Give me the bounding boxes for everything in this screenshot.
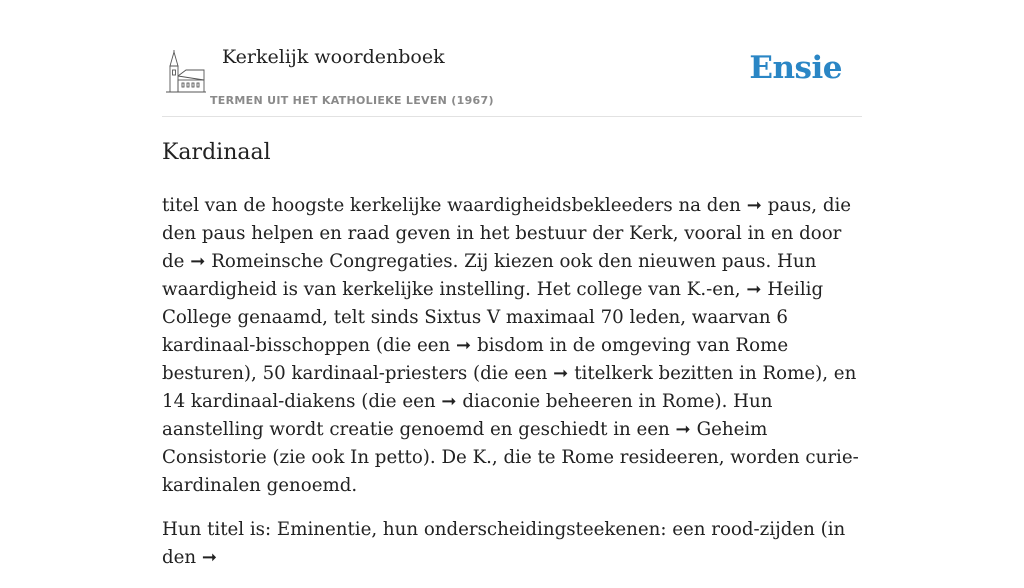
xref-label: Geheim Consistorie [162, 419, 768, 468]
entry-text: bezitten in Rome), en 14 kardinaal-diakens (die een [162, 363, 857, 412]
xref-link-bisdom[interactable] [456, 335, 544, 356]
xref-label: diaconie [462, 391, 541, 412]
book-subtitle: TERMEN UIT HET KATHOLIEKE LEVEN (1967) [210, 94, 494, 107]
church-icon[interactable] [166, 50, 206, 94]
entry-headword: Kardinaal [162, 140, 271, 165]
arrow-right-icon: ➞ [441, 391, 457, 412]
book-title[interactable]: Kerkelijk woordenboek [222, 46, 445, 68]
xref-label: Romeinsche Congregaties [211, 251, 453, 272]
xref-label: bisdom [477, 335, 544, 356]
arrow-right-icon: ➞ [675, 419, 691, 440]
ensie-logo-link[interactable]: Ensie [749, 50, 842, 86]
entry-text: Hun titel is: Eminentie, hun onderscheidingsteekenen: een rood-zijden (in den [162, 519, 846, 568]
arrow-right-icon: ➞ [746, 279, 762, 300]
xref-label: paus [767, 195, 812, 216]
xref-link[interactable] [202, 547, 217, 568]
xref-link-diaconie[interactable] [441, 391, 540, 412]
xref-link-titelkerk[interactable] [553, 363, 653, 384]
arrow-right-icon: ➞ [553, 363, 569, 384]
entry-text: (zie ook In petto). De K., die te Rome resideeren, worden curie-kardinalen genoemd. [162, 447, 859, 496]
entry-text: beheeren in Rome). Hun aanstelling wordt creatie genoemd en geschiedt in een [162, 391, 773, 440]
arrow-right-icon: ➞ [456, 335, 472, 356]
entry-text: in de omgeving van Rome besturen), 50 kardinaal-priesters (die een [162, 335, 789, 384]
entry-text: genaamd, telt sinds Sixtus V maximaal 70 leden, waarvan 6 kardinaal-bisschoppen (die een [162, 307, 788, 356]
entry-paragraph [162, 192, 862, 500]
arrow-right-icon: ➞ [190, 251, 206, 272]
entry-body [162, 192, 862, 588]
entry-text: . Zij kiezen ook den nieuwen paus. Hun waardigheid is van kerkelijke instelling. Het college van K.-en, [162, 251, 817, 300]
xref-label: Heilig College [162, 279, 824, 328]
entry-text: titel van de hoogste kerkelijke waardigheidsbekleeders na den [162, 195, 747, 216]
entry-text: , die den paus helpen en raad geven in het bestuur der Kerk, vooral in en door de [162, 195, 852, 272]
site-header [162, 40, 862, 117]
xref-link-paus[interactable] [747, 195, 812, 216]
arrow-right-icon: ➞ [746, 195, 762, 216]
xref-link-romeinsche-congregaties[interactable] [190, 251, 452, 272]
xref-label: titelkerk [574, 363, 653, 384]
arrow-right-icon: ➞ [201, 547, 218, 568]
entry-paragraph [162, 516, 862, 572]
